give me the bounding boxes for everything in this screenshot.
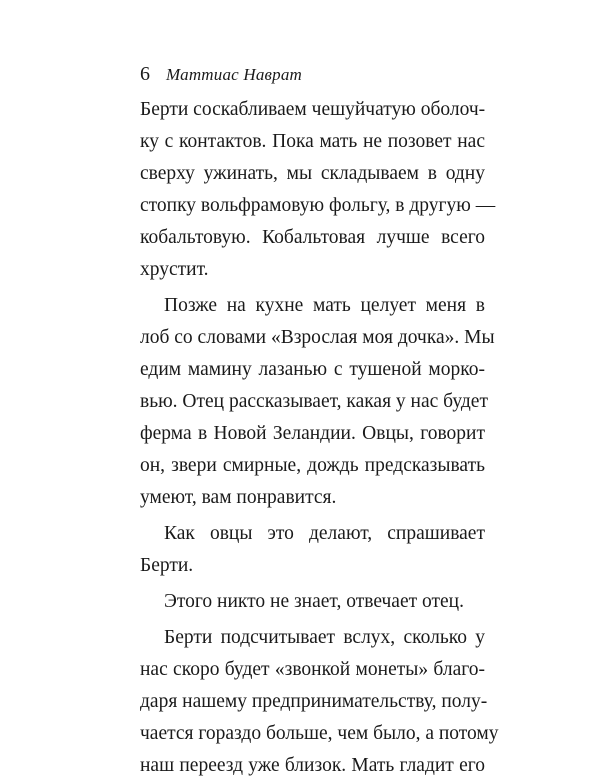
text-line: стопку вольфрамовую фольгу, в другую —	[140, 195, 496, 216]
text-line: умеют, вам понравится.	[140, 487, 337, 508]
text-line: вью. Отец рассказывает, какая у нас будет	[140, 391, 488, 412]
text-line: Берти соскабливаем чешуйчатую оболоч-	[140, 99, 486, 120]
text-line: нас скоро будет «звонкой монеты» благо-	[140, 659, 485, 680]
text-line: хрустит.	[140, 259, 209, 280]
running-head	[140, 60, 302, 88]
text-line: Берти подсчитывает вслух, сколько у	[164, 627, 485, 648]
text-line: он, звери смирные, дождь предсказывать	[140, 455, 485, 476]
text-line: Как овцы это делают, спрашивает	[164, 523, 485, 544]
text-line: сверху ужинать, мы складываем в одну	[140, 163, 485, 184]
text-line: лоб со словами «Взрослая моя дочка». Мы	[140, 327, 495, 348]
text-line: ферма в Новой Зеландии. Овцы, говорит	[140, 423, 485, 444]
text-line: ку с контактов. Пока мать не позовет нас	[140, 131, 485, 152]
text-line: едим мамину лазанью с тушеной морко-	[140, 359, 485, 380]
text-line: Этого никто не знает, отвечает отец.	[164, 591, 464, 612]
author-name: Маттиас Наврат	[166, 65, 303, 84]
body-text	[140, 94, 499, 782]
text-line: даря нашему предпринимательству, полу-	[140, 691, 488, 712]
text-line: Позже на кухне мать целует меня в	[164, 295, 485, 316]
text-line: чается гораздо больше, чем было, а потому	[140, 723, 499, 744]
page-number: 6	[140, 63, 150, 85]
text-line: Берти.	[140, 555, 194, 576]
text-line: наш переезд уже близок. Мать гладит его	[140, 755, 485, 776]
text-line: кобальтовую. Кобальтовая лучше всего	[140, 227, 485, 248]
